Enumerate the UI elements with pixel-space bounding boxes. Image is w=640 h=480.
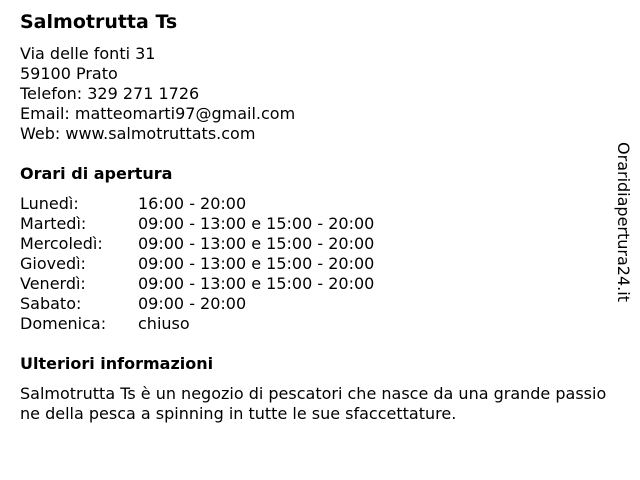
day-label: Giovedì: — [20, 254, 86, 273]
business-description: Salmotrutta Ts è un negozio di pescatori che nasce da una grande passione della pesca a spinning in tutte le sue sfaccettature. — [20, 384, 607, 423]
day-label: Martedì: — [20, 214, 87, 233]
day-label: Lunedì: — [20, 194, 79, 213]
hours-row-thursday — [20, 254, 374, 274]
street-address: Via delle fonti 31 — [20, 44, 156, 63]
further-info-heading: Ulteriori informazioni — [20, 354, 214, 373]
postal-city: 59100 Prato — [20, 64, 118, 83]
hours-row-friday — [20, 274, 374, 294]
website: Web: www.salmotruttats.com — [20, 124, 256, 143]
hours-row-monday — [20, 194, 374, 214]
day-label: Sabato: — [20, 294, 82, 313]
site-credit: Oraridiapertura24.it — [614, 142, 633, 302]
phone-number: Telefon: 329 271 1726 — [20, 84, 200, 103]
time-range: 09:00 - 13:00 e 15:00 - 20:00 — [138, 234, 375, 253]
opening-hours-heading: Orari di apertura — [20, 164, 173, 183]
time-range: 16:00 - 20:00 — [138, 194, 247, 213]
time-range: 09:00 - 13:00 e 15:00 - 20:00 — [138, 274, 375, 293]
day-label: Mercoledì: — [20, 234, 103, 253]
time-range: 09:00 - 13:00 e 15:00 - 20:00 — [138, 254, 375, 273]
hours-row-saturday — [20, 294, 374, 314]
hours-row-wednesday — [20, 234, 374, 254]
day-label: Domenica: — [20, 314, 107, 333]
time-range: chiuso — [138, 314, 190, 333]
time-range: 09:00 - 20:00 — [138, 294, 247, 313]
email-address: Email: matteomarti97@gmail.com — [20, 104, 296, 123]
day-label: Venerdì: — [20, 274, 86, 293]
hours-row-tuesday — [20, 214, 374, 234]
hours-row-sunday — [20, 314, 374, 334]
business-name: Salmotrutta Ts — [20, 11, 178, 33]
opening-hours-table — [20, 194, 374, 334]
time-range: 09:00 - 13:00 e 15:00 - 20:00 — [138, 214, 375, 233]
contact-block — [20, 44, 295, 144]
